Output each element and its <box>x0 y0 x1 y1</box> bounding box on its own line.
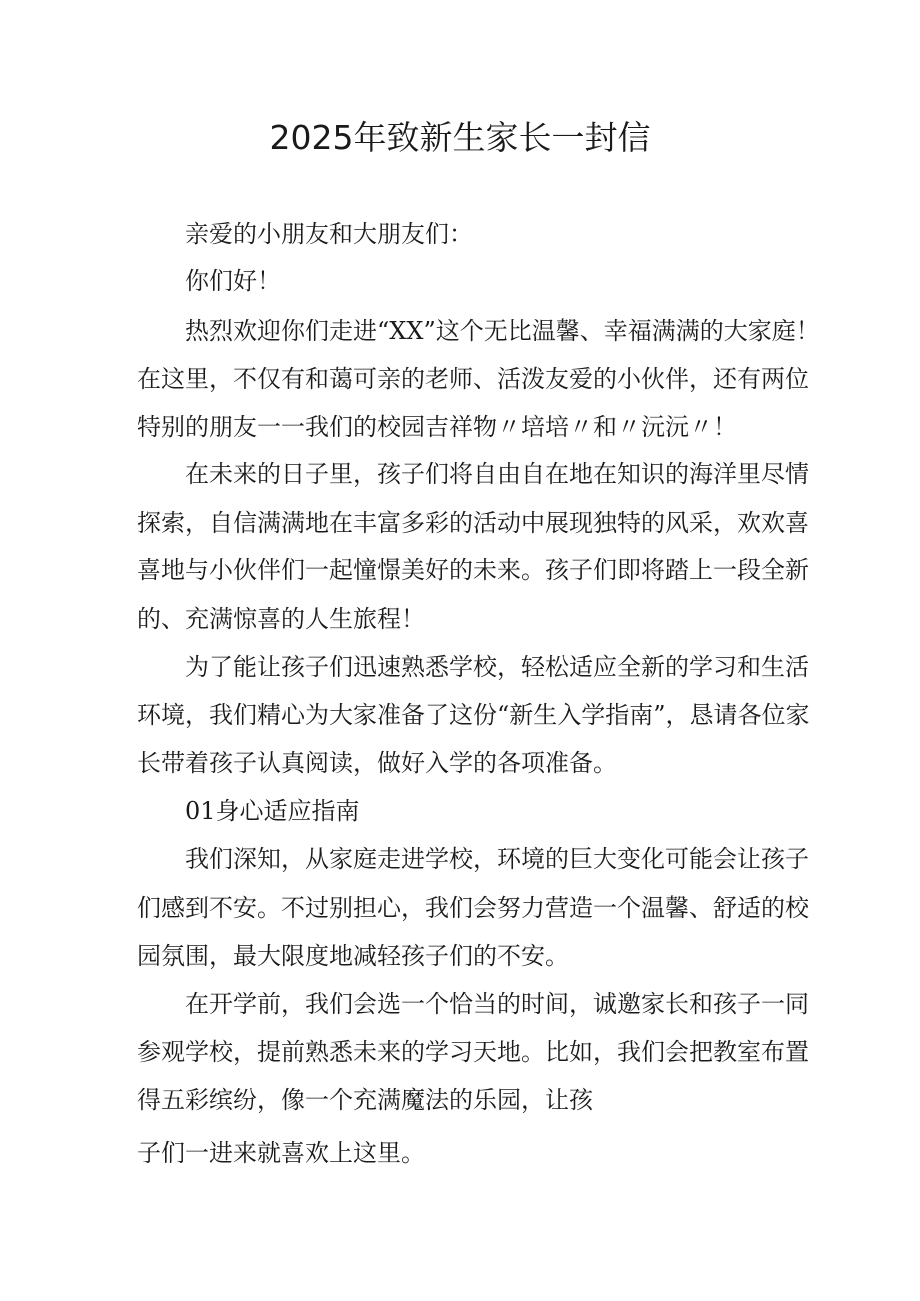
paragraph-line: 参观学校，提前熟悉未来的学习天地。比如，我们会把教室布置 <box>137 1038 809 1066</box>
salutation: 亲爱的小朋友和大朋友们： <box>185 220 473 248</box>
paragraph-line: 探索，自信满满地在丰富多彩的活动中展现独特的风采，欢欢喜 <box>137 509 809 537</box>
paragraph-line: 们感到不安。不过别担心，我们会努力营造一个温馨、舒适的校 <box>137 894 809 922</box>
paragraph-line: 的、充满惊喜的人生旅程！ <box>137 605 425 633</box>
paragraph-line: 在开学前，我们会选一个恰当的时间，诚邀家长和孩子一同 <box>185 990 809 1018</box>
paragraph-line: 得五彩缤纷，像一个充满魔法的乐园，让孩 <box>137 1086 593 1114</box>
paragraph-line: 在这里，不仅有和蔼可亲的老师、活泼友爱的小伙伴，还有两位 <box>137 365 809 393</box>
paragraph-line: 环境，我们精心为大家准备了这份“新生入学指南”，恳请各位家 <box>137 701 810 729</box>
paragraph-line: 为了能让孩子们迅速熟悉学校，轻松适应全新的学习和生活 <box>185 653 809 681</box>
paragraph-line: 园氛围，最大限度地减轻孩子们的不安。 <box>137 942 569 970</box>
greeting: 你们好！ <box>185 267 281 295</box>
paragraph-line: 热烈欢迎你们走进“XX”这个无比温馨、幸福满满的大家庭！ <box>185 317 820 345</box>
document-title: 2025年致新生家长一封信 <box>269 118 651 157</box>
paragraph-line: 我们深知，从家庭走进学校，环境的巨大变化可能会让孩子 <box>185 845 809 873</box>
paragraph-line: 喜地与小伙伴们一起憧憬美好的未来。孩子们即将踏上一段全新 <box>137 556 809 584</box>
section-heading: 01身心适应指南 <box>185 797 360 825</box>
paragraph-line: 特别的朋友一一我们的校园吉祥物〃培培〃和〃沅沅〃！ <box>137 413 737 441</box>
paragraph-line: 子们一进来就喜欢上这里。 <box>137 1139 425 1167</box>
paragraph-line: 长带着孩子认真阅读，做好入学的各项准备。 <box>137 749 617 777</box>
paragraph-line: 在未来的日子里，孩子们将自由自在地在知识的海洋里尽情 <box>185 460 809 488</box>
